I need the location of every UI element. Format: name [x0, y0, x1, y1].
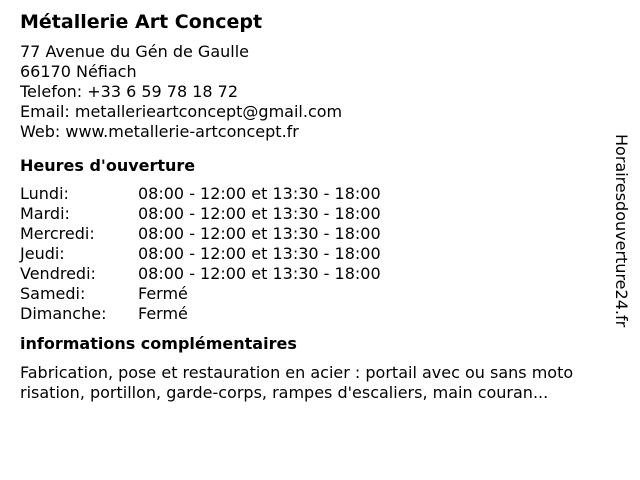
address-street: 77 Avenue du Gén de Gaulle	[20, 42, 249, 61]
day-label: Samedi:	[20, 284, 86, 303]
hours-value: 08:00 - 12:00 et 13:30 - 18:00	[138, 264, 381, 283]
day-label: Vendredi:	[20, 264, 96, 283]
day-label: Jeudi:	[20, 244, 65, 263]
hours-value: 08:00 - 12:00 et 13:30 - 18:00	[138, 184, 381, 203]
additional-info-text: Fabrication, pose et restauration en acier : portail avec ou sans moto risation, portillon, garde-corps, rampes d'escaliers, main couran...	[20, 363, 574, 402]
hours-value: 08:00 - 12:00 et 13:30 - 18:00	[138, 224, 381, 243]
day-label: Mercredi:	[20, 224, 95, 243]
hours-row-tuesday	[20, 204, 610, 224]
contact-block	[20, 42, 610, 142]
hours-value: 08:00 - 12:00 et 13:30 - 18:00	[138, 204, 381, 223]
day-label: Lundi:	[20, 184, 69, 203]
address-city: 66170 Néfiach	[20, 62, 137, 81]
day-label: Dimanche:	[20, 304, 107, 323]
site-watermark: Horairesdouverture24.fr	[612, 134, 631, 328]
phone-text: Telefon: +33 6 59 78 18 72	[20, 82, 239, 101]
day-label: Mardi:	[20, 204, 70, 223]
hours-row-friday	[20, 264, 610, 284]
hours-row-wednesday	[20, 224, 610, 244]
email-text: Email: metallerieartconcept@gmail.com	[20, 102, 343, 121]
hours-value: Fermé	[138, 284, 188, 303]
hours-row-sunday	[20, 304, 610, 324]
website-text: Web: www.metallerie-artconcept.fr	[20, 122, 299, 141]
business-card	[20, 8, 610, 403]
opening-hours-table	[20, 184, 610, 324]
opening-hours-heading: Heures d'ouverture	[20, 156, 196, 175]
business-name: Métallerie Art Concept	[20, 11, 263, 33]
hours-row-saturday	[20, 284, 610, 304]
hours-value: Fermé	[138, 304, 188, 323]
hours-value: 08:00 - 12:00 et 13:30 - 18:00	[138, 244, 381, 263]
hours-row-thursday	[20, 244, 610, 264]
hours-row-monday	[20, 184, 610, 204]
additional-info-heading: informations complémentaires	[20, 334, 297, 353]
